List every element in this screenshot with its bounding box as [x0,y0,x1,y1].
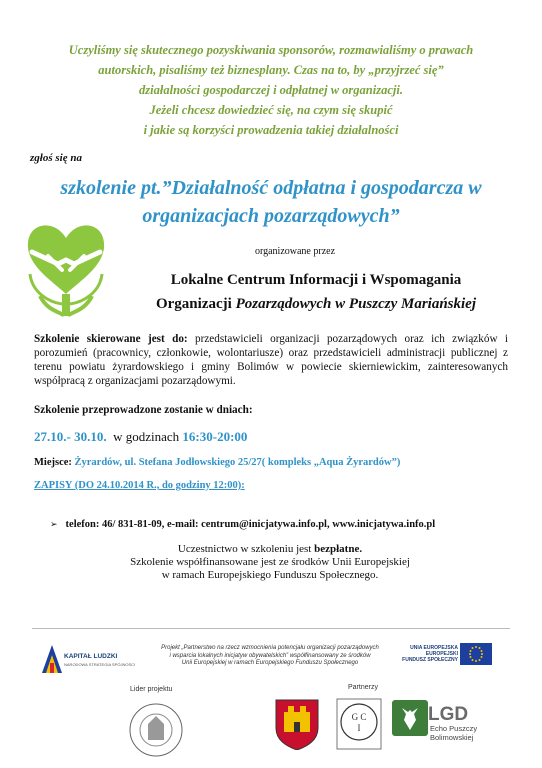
kapital-ludzki-sub: NARODOWA STRATEGIA SPÓJNOŚCI [64,662,136,667]
arrow-bullet-icon: ➢ [50,520,58,530]
organizer-line [100,292,532,316]
intro-line: Uczyliśmy się skutecznego pozyskiwania sponsorów, rozmawialiśmy o prawach [68,43,474,57]
participation-line: w ramach Europejskiego Funduszu Społecznego. [161,569,379,581]
contact-text[interactable]: telefon: 46/ 831-81-09, e-mail: centrum@inicjatywa.info.pl, www.inicjatywa.info.pl [65,519,436,530]
intro-line: działalności gospodarczej i odpłatnej w organizacji. [139,83,403,97]
title-line: organizacjach pozarządowych” [142,205,400,227]
project-info [148,645,392,668]
contact-line [50,519,435,530]
participation-free: bezpłatne. [314,543,363,555]
eu-line: EUROPEJSKI [425,651,458,657]
deer-head-icon [392,700,428,736]
participation-line: Szkolenie współfinansowane jest ze środków Unii Europejskiej [130,556,410,568]
participation-info [70,543,470,582]
lgd-sub [430,724,477,742]
schedule-label: Szkolenie przeprowadzone zostanie w dniach: [34,404,253,416]
title-line: szkolenie pt.”Działalność odpłatna i gospodarcza w [60,177,482,199]
hours-label: w godzinach [113,429,180,444]
lgd-sub-line: Echo Puszczy [430,724,478,733]
intro-line: i jakie są korzyści prowadzenia takiej działalności [143,123,399,137]
dates-value: 27.10.- 30.10. [34,429,107,444]
project-line: Projekt „Partnerstwo na rzecz wzmocnienia potencjału organizacji pozarządowych [161,645,379,651]
lgd-sub-line: Bolimowskiej [430,733,474,742]
project-line: Unii Europejskiej w ramach Europejskiego Funduszu Społecznego [181,660,359,666]
participation-line [70,543,470,556]
coat-of-arms-icon [274,698,320,750]
intro-text [20,40,522,140]
target-paragraph [34,332,508,388]
lider-label: Lider projektu [130,686,173,693]
schedule-dates [34,429,247,445]
place [34,457,400,468]
organizer-name [100,268,532,316]
intro-line: autorskich, pisaliśmy też biznesplany. Czas na to, by „przyjrzeć się” [98,63,444,77]
lgd-label: LGD [428,704,469,725]
partners-label: Partnerzy [348,684,378,691]
place-label: Miejsce: [34,457,72,468]
svg-text:G C: G C [351,712,367,722]
eu-label [398,645,458,663]
target-label: Szkolenie skierowane jest do: [34,333,188,345]
eu-line: FUNDUSZ SPOŁECZNY [402,657,458,663]
kapital-ludzki-label: KAPITAŁ LUDZKI [64,653,118,660]
lider-seal-logo [128,700,184,760]
kapital-ludzki-logo-icon [42,645,62,673]
footer-divider [32,628,510,629]
eu-line: UNIA EUROPEJSKA [410,645,458,651]
project-line: i wsparcia lokalnych inicjatyw obywatelskich” współfinansowany ze środków [169,652,371,659]
organizer-line: Lokalne Centrum Informacji i Wspomagania [170,272,462,288]
organized-by: organizowane przez [254,246,336,257]
svg-text:I: I [357,723,361,733]
gci-logo-icon [336,698,382,750]
organizer-line2-bold: Organizacji [155,296,236,312]
place-value: Żyrardów, ul. Stefana Jodłowskiego 25/27( kompleks „Aqua Żyrardów”) [71,457,401,468]
participation-prefix: Uczestnictwo w szkoleniu jest [177,543,315,555]
hours-value: 16:30-20:00 [182,429,248,444]
zglos-label: zgłoś się na [30,152,82,164]
target-text: przedstawicieli organizacji pozarządowych oraz ich związków i porozumień (pracownicy, członkowie, wolontariusze) oraz przedstawicieli administracji publicznej z terenu powiatu żyrardowskiego i gminy Bolimów w powiecie skierniewickim, zainteresowanych współpracą z organizacjami pozarządowymi. [34,333,508,387]
intro-line: Jeżeli chcesz dowiedzieć się, na czym się skupić [149,103,393,117]
registration-link[interactable]: ZAPISY (DO 24.10.2014 R., do godziny 12:00): [34,480,245,491]
organizer-line2-italic: Pozarządowych w Puszczy Mariańskiej [235,296,477,312]
eu-flag-icon [460,643,492,665]
